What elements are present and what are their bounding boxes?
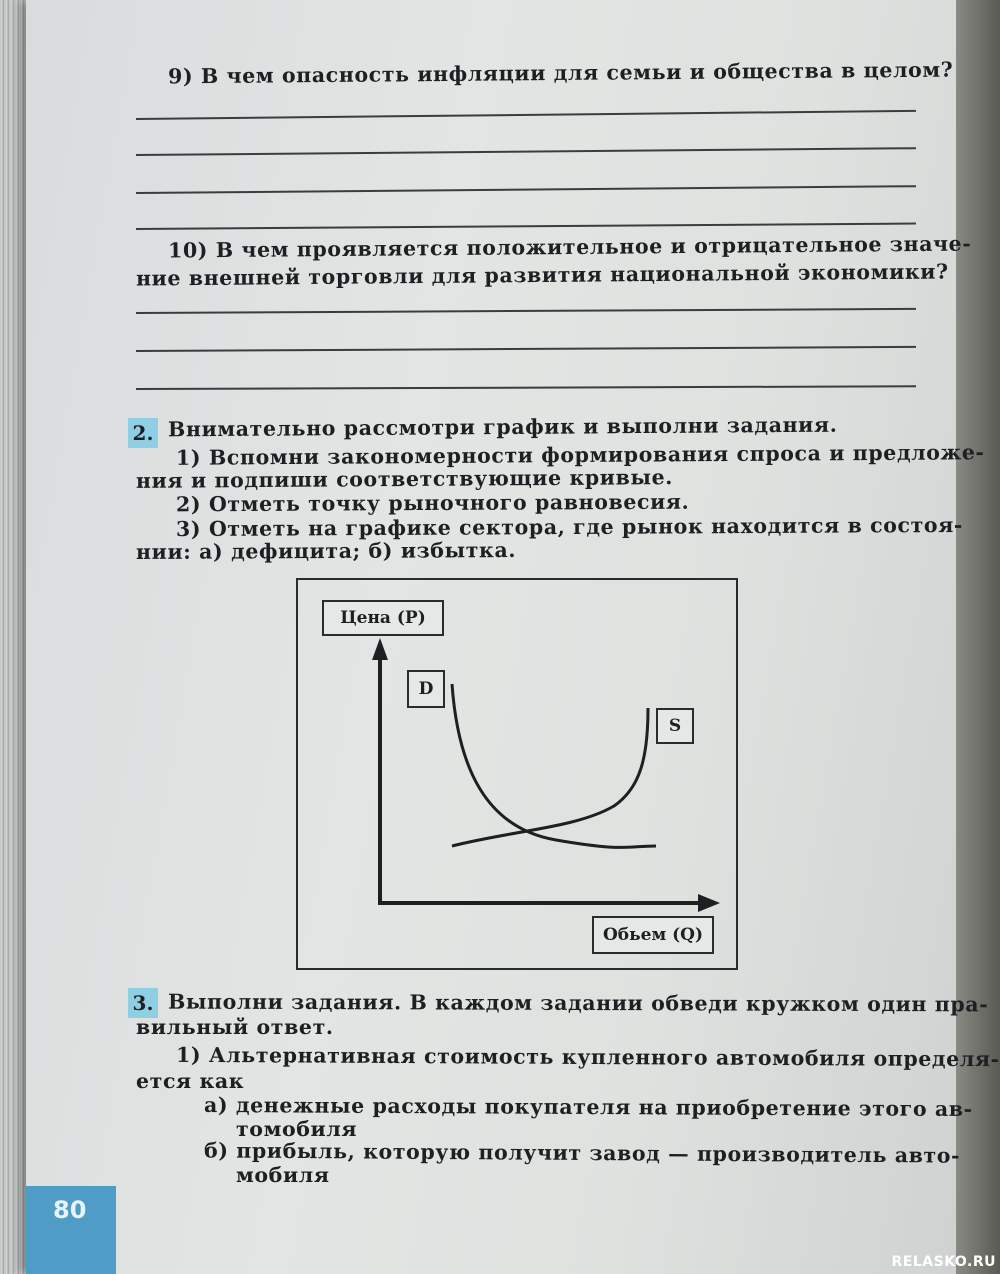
question-10-line-1: 10) В чем проявляется положительное и отрицательное значе- [167,231,972,263]
supply-curve-label: S [656,708,694,744]
page-number-tab [26,1186,116,1274]
x-axis-arrow [698,894,720,912]
supply-demand-graph [296,578,738,970]
task-3-item-1-line-1: 1) Альтернативная стоимость купленного автомобиля определя- [175,1042,1000,1072]
page-stack-edges [0,0,26,1274]
task-3-option-a-line-2: томобиля [236,1117,358,1141]
task-3-title-line-2: вильный ответ. [136,1015,334,1039]
question-10-line-2: ние внешней торговли для развития национальной экономики? [135,259,949,291]
task-3-option-a-line-1: а) денежные расходы покупателя на приобретение этого ав- [203,1092,973,1122]
task-2-item-3-line-1: 3) Отметь на графике сектора, где рынок находится в состоя- [175,512,964,542]
task-3-item-1-line-2: ется как [136,1069,245,1093]
page-shadow [956,0,1000,1274]
task-2-item-1-line-2: ния и подпиши соответствующие кривые. [135,465,674,493]
task-2-item-1-line-1: 1) Вспомни закономерности формирования спроса и предложе- [175,440,985,470]
task-3-title-line-1: Выполни задания. В каждом задании обведи кружком один пра- [167,989,989,1017]
task-2-item-2: 2) Отметь точку рыночного равновесия. [175,489,690,517]
task-3-option-b-line-1: б) прибыль, которую получит завод — производитель авто- [203,1138,961,1168]
page-number: 80 [53,1196,87,1224]
task-2-title: Внимательно рассмотри график и выполни задания. [167,412,838,442]
task-2-item-3-line-2: нии: а) дефицита; б) избытка. [135,538,517,564]
question-9: 9) В чем опасность инфляции для семьи и общества в целом? [167,57,954,89]
supply-curve [452,708,648,846]
x-axis-label: Обьем (Q) [592,916,714,954]
watermark: RELASKO.RU [891,1254,996,1270]
task-3-number-badge: 3. [128,988,158,1018]
y-axis-label: Цена (P) [322,600,444,636]
task-2-number-badge: 2. [128,418,158,448]
task-3-option-b-line-2: мобиля [236,1163,330,1187]
demand-curve-label: D [407,670,445,708]
y-axis-arrow [372,638,388,660]
demand-curve [452,684,656,848]
